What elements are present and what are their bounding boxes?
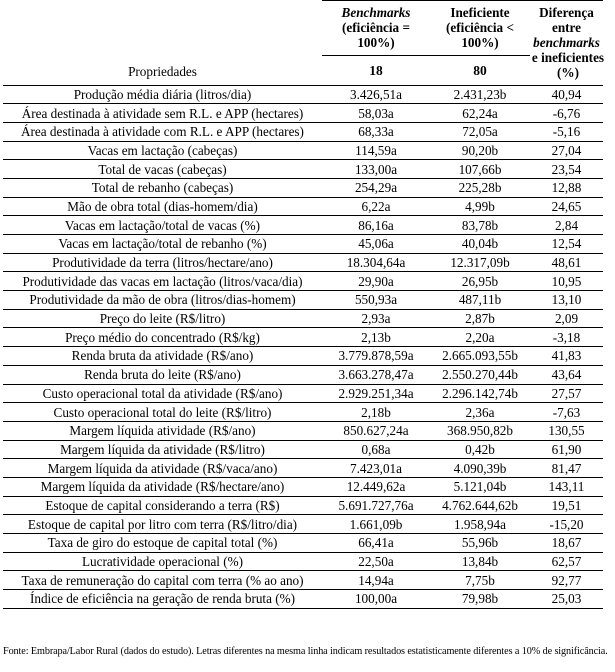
ineficiente-value: 4,99b bbox=[430, 197, 530, 216]
row-label: Taxa de remuneração do capital com terra (% ao ano) bbox=[3, 571, 322, 590]
benchmarks-value: 133,00a bbox=[322, 160, 430, 179]
header-ineficiente-count: 80 bbox=[430, 56, 530, 86]
benchmarks-value: 6,22a bbox=[322, 197, 430, 216]
benchmarks-value: 18.304,64a bbox=[322, 253, 430, 272]
row-label: Mão de obra total (dias-homem/dia) bbox=[3, 197, 322, 216]
comparison-table bbox=[3, 0, 603, 609]
diferenca-value: 27,57 bbox=[530, 384, 603, 403]
row-label: Área destinada à atividade com R.L. e APP (hectares) bbox=[3, 122, 322, 141]
row-label: Custo operacional total do leite (R$/litro) bbox=[3, 403, 322, 422]
header-ineficiente-title: Ineficiente bbox=[450, 5, 510, 20]
benchmarks-value: 2,93a bbox=[322, 309, 430, 328]
diferenca-value: 2,84 bbox=[530, 216, 603, 235]
benchmarks-value: 12.449,62a bbox=[322, 477, 430, 496]
ineficiente-value: 2.296.142,74b bbox=[430, 384, 530, 403]
table-row bbox=[3, 571, 603, 590]
diferenca-value: 2,09 bbox=[530, 309, 603, 328]
row-label: Produtividade da terra (litros/hectare/ano) bbox=[3, 253, 322, 272]
row-label: Estoque de capital por litro com terra (R$/litro/dia) bbox=[3, 515, 322, 534]
benchmarks-value: 58,03a bbox=[322, 104, 430, 123]
benchmarks-value: 5.691.727,76a bbox=[322, 496, 430, 515]
table-row bbox=[3, 291, 603, 310]
header-row-2 bbox=[3, 56, 603, 86]
table-row bbox=[3, 534, 603, 553]
table-row bbox=[3, 197, 603, 216]
ineficiente-value: 26,95b bbox=[430, 272, 530, 291]
table-footnote: Fonte: Embrapa/Labor Rural (dados do estudo). Letras diferentes na mesma linha indicam resultados estatisticamente diferentes a 10% de significância. bbox=[3, 646, 608, 657]
benchmarks-value: 7.423,01a bbox=[322, 459, 430, 478]
row-label: Total de rebanho (cabeças) bbox=[3, 178, 322, 197]
header-ineficiente bbox=[430, 1, 530, 56]
ineficiente-value: 12.317,09b bbox=[430, 253, 530, 272]
row-label: Produção média diária (litros/dia) bbox=[3, 85, 322, 104]
table-row bbox=[3, 85, 603, 104]
diferenca-value: 25,03 bbox=[530, 590, 603, 609]
benchmarks-value: 100,00a bbox=[322, 590, 430, 609]
diferenca-value: 43,64 bbox=[530, 365, 603, 384]
table-row bbox=[3, 122, 603, 141]
ineficiente-value: 79,98b bbox=[430, 590, 530, 609]
table-row bbox=[3, 235, 603, 254]
header-empty-cell bbox=[3, 1, 322, 56]
ineficiente-value: 4.090,39b bbox=[430, 459, 530, 478]
ineficiente-value: 0,42b bbox=[430, 440, 530, 459]
ineficiente-value: 487,11b bbox=[430, 291, 530, 310]
diferenca-value: 48,61 bbox=[530, 253, 603, 272]
benchmarks-value: 3.663.278,47a bbox=[322, 365, 430, 384]
diferenca-value: 13,10 bbox=[530, 291, 603, 310]
ineficiente-value: 225,28b bbox=[430, 178, 530, 197]
benchmarks-value: 3.426,51a bbox=[322, 85, 430, 104]
benchmarks-value: 22,50a bbox=[322, 552, 430, 571]
table-row bbox=[3, 384, 603, 403]
table-row bbox=[3, 178, 603, 197]
ineficiente-value: 62,24a bbox=[430, 104, 530, 123]
benchmarks-value: 114,59a bbox=[322, 141, 430, 160]
table-row bbox=[3, 328, 603, 347]
ineficiente-value: 2.431,23b bbox=[430, 85, 530, 104]
diferenca-value: 19,51 bbox=[530, 496, 603, 515]
header-propriedades: Propriedades bbox=[3, 56, 322, 86]
diferenca-value: 40,94 bbox=[530, 85, 603, 104]
header-ineficiente-sub: (eficiência < 100%) bbox=[446, 20, 514, 50]
benchmarks-value: 850.627,24a bbox=[322, 421, 430, 440]
ineficiente-value: 2,36a bbox=[430, 403, 530, 422]
diferenca-value: 130,55 bbox=[530, 421, 603, 440]
header-diferenca-line2: benchmarks bbox=[533, 35, 600, 50]
table-row bbox=[3, 365, 603, 384]
table-row bbox=[3, 104, 603, 123]
ineficiente-value: 4.762.644,62b bbox=[430, 496, 530, 515]
row-label: Produtividade da mão de obra (litros/dias-homem) bbox=[3, 291, 322, 310]
row-label: Área destinada à atividade sem R.L. e APP (hectares) bbox=[3, 104, 322, 123]
diferenca-value: -3,18 bbox=[530, 328, 603, 347]
ineficiente-value: 40,04b bbox=[430, 235, 530, 254]
benchmarks-value: 45,06a bbox=[322, 235, 430, 254]
row-label: Vacas em lactação (cabeças) bbox=[3, 141, 322, 160]
ineficiente-value: 2.665.093,55b bbox=[430, 347, 530, 366]
ineficiente-value: 13,84b bbox=[430, 552, 530, 571]
benchmarks-value: 550,93a bbox=[322, 291, 430, 310]
diferenca-value: 23,54 bbox=[530, 160, 603, 179]
benchmarks-value: 86,16a bbox=[322, 216, 430, 235]
row-label: Produtividade das vacas em lactação (litros/vaca/dia) bbox=[3, 272, 322, 291]
table-row bbox=[3, 272, 603, 291]
table-row bbox=[3, 403, 603, 422]
diferenca-value: 61,90 bbox=[530, 440, 603, 459]
ineficiente-value: 83,78b bbox=[430, 216, 530, 235]
diferenca-value: 12,54 bbox=[530, 235, 603, 254]
row-label: Margem líquida da atividade (R$/vaca/ano) bbox=[3, 459, 322, 478]
diferenca-value: 143,11 bbox=[530, 477, 603, 496]
row-label: Estoque de capital considerando a terra (R$) bbox=[3, 496, 322, 515]
diferenca-value: -5,16 bbox=[530, 122, 603, 141]
diferenca-value: 81,47 bbox=[530, 459, 603, 478]
ineficiente-value: 1.958,94a bbox=[430, 515, 530, 534]
diferenca-value: 10,95 bbox=[530, 272, 603, 291]
table-row bbox=[3, 160, 603, 179]
row-label: Margem líquida da atividade (R$/hectare/ano) bbox=[3, 477, 322, 496]
row-label: Renda bruta do leite (R$/ano) bbox=[3, 365, 322, 384]
ineficiente-value: 2,87b bbox=[430, 309, 530, 328]
benchmarks-value: 14,94a bbox=[322, 571, 430, 590]
table-row bbox=[3, 552, 603, 571]
table-body bbox=[3, 85, 603, 608]
ineficiente-value: 2.550.270,44b bbox=[430, 365, 530, 384]
row-label: Renda bruta da atividade (R$/ano) bbox=[3, 347, 322, 366]
table-row bbox=[3, 477, 603, 496]
diferenca-value: 62,57 bbox=[530, 552, 603, 571]
row-label: Margem líquida atividade (R$/ano) bbox=[3, 421, 322, 440]
header-diferenca bbox=[530, 1, 603, 86]
ineficiente-value: 7,75b bbox=[430, 571, 530, 590]
table-row bbox=[3, 440, 603, 459]
diferenca-value: -15,20 bbox=[530, 515, 603, 534]
header-benchmarks-title: Benchmarks bbox=[341, 5, 411, 20]
ineficiente-value: 90,20b bbox=[430, 141, 530, 160]
table-row bbox=[3, 421, 603, 440]
ineficiente-value: 107,66b bbox=[430, 160, 530, 179]
diferenca-value: -6,76 bbox=[530, 104, 603, 123]
header-benchmarks bbox=[322, 1, 430, 56]
ineficiente-value: 368.950,82b bbox=[430, 421, 530, 440]
table-row bbox=[3, 216, 603, 235]
row-label: Taxa de giro do estoque de capital total (%) bbox=[3, 534, 322, 553]
row-label: Custo operacional total da atividade (R$/ano) bbox=[3, 384, 322, 403]
table-row bbox=[3, 459, 603, 478]
diferenca-value: 12,88 bbox=[530, 178, 603, 197]
header-row-1 bbox=[3, 1, 603, 56]
benchmarks-value: 0,68a bbox=[322, 440, 430, 459]
table-row bbox=[3, 253, 603, 272]
table-row bbox=[3, 515, 603, 534]
ineficiente-value: 55,96b bbox=[430, 534, 530, 553]
table-row bbox=[3, 309, 603, 328]
ineficiente-value: 5.121,04b bbox=[430, 477, 530, 496]
table-row bbox=[3, 590, 603, 609]
header-benchmarks-count: 18 bbox=[322, 56, 430, 86]
data-table-container bbox=[3, 0, 603, 609]
diferenca-value: 24,65 bbox=[530, 197, 603, 216]
header-benchmarks-sub: (eficiência = 100%) bbox=[342, 20, 410, 50]
benchmarks-value: 2.929.251,34a bbox=[322, 384, 430, 403]
ineficiente-value: 72,05a bbox=[430, 122, 530, 141]
header-diferenca-line1: Diferença entre bbox=[539, 5, 594, 35]
row-label: Lucratividade operacional (%) bbox=[3, 552, 322, 571]
header-diferenca-line3: e ineficientes (%) bbox=[531, 50, 605, 80]
row-label: Preço do leite (R$/litro) bbox=[3, 309, 322, 328]
benchmarks-value: 254,29a bbox=[322, 178, 430, 197]
benchmarks-value: 29,90a bbox=[322, 272, 430, 291]
row-label: Índice de eficiência na geração de renda bruta (%) bbox=[3, 590, 322, 609]
diferenca-value: -7,63 bbox=[530, 403, 603, 422]
benchmarks-value: 1.661,09b bbox=[322, 515, 430, 534]
row-label: Vacas em lactação/total de rebanho (%) bbox=[3, 235, 322, 254]
benchmarks-value: 3.779.878,59a bbox=[322, 347, 430, 366]
diferenca-value: 92,77 bbox=[530, 571, 603, 590]
benchmarks-value: 2,18b bbox=[322, 403, 430, 422]
ineficiente-value: 2,20a bbox=[430, 328, 530, 347]
table-row bbox=[3, 141, 603, 160]
diferenca-value: 27,04 bbox=[530, 141, 603, 160]
row-label: Preço médio do concentrado (R$/kg) bbox=[3, 328, 322, 347]
row-label: Total de vacas (cabeças) bbox=[3, 160, 322, 179]
table-row bbox=[3, 496, 603, 515]
table-row bbox=[3, 347, 603, 366]
row-label: Vacas em lactação/total de vacas (%) bbox=[3, 216, 322, 235]
row-label: Margem líquida da atividade (R$/litro) bbox=[3, 440, 322, 459]
benchmarks-value: 2,13b bbox=[322, 328, 430, 347]
benchmarks-value: 66,41a bbox=[322, 534, 430, 553]
diferenca-value: 18,67 bbox=[530, 534, 603, 553]
benchmarks-value: 68,33a bbox=[322, 122, 430, 141]
diferenca-value: 41,83 bbox=[530, 347, 603, 366]
